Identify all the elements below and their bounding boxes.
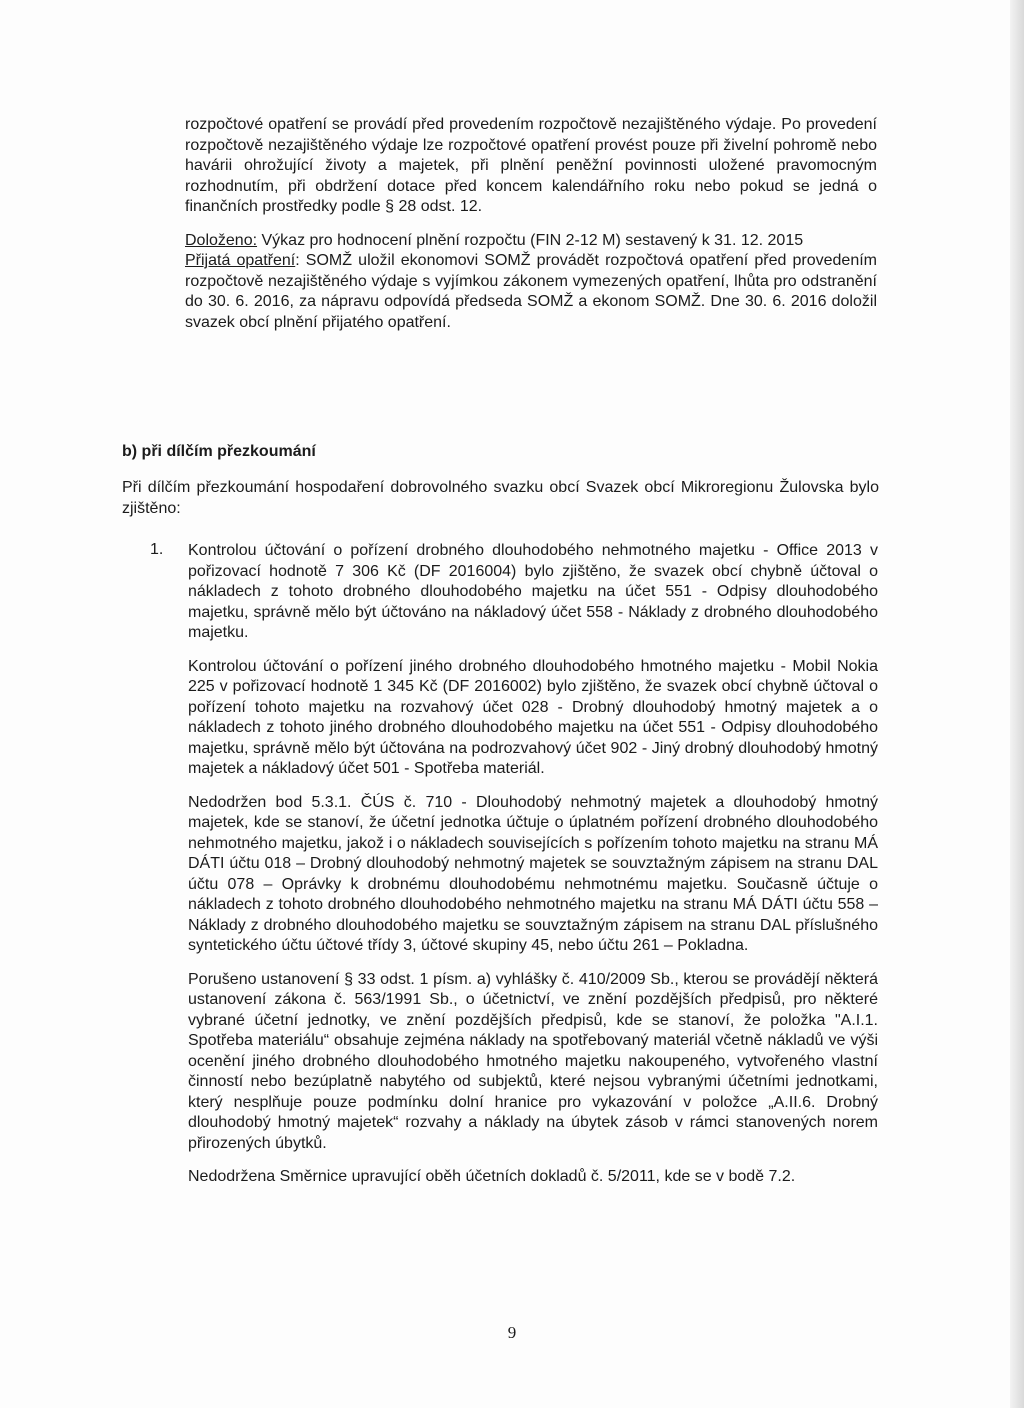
measures-text: : SOMŽ uložil ekonomovi SOMŽ provádět rozpočtová opatření před provedením rozpočtově nezajištěného výdaje s vyjímkou zákonem vymezených opatření, lhůta pro odstranění do 30. 6. 2016, za nápravu odpovídá předseda SOMŽ a ekonom SOMŽ. Dne 30. 6. 2016 doložil svazek obcí plnění přijatého opatření.	[185, 252, 878, 331]
finding-item	[188, 541, 878, 1201]
finding-paragraph: Nedodržen bod 5.3.1. ČÚS č. 710 - Dlouhodobý nehmotný majetek a dlouhodobý hmotný majetek, kde se stanoví, že účetní jednotka účtuje o úplatném pořízení drobného dlouhodobého nehmotného majetku, jakož i o nákladech souvisejících s pořízením tohoto majetku na stranu MÁ DÁTI účtu 018 – Drobný dlouhodobý nehmotný majetek se souvztažným zápisem na stranu DAL účtu 078 – Oprávky k drobnému dlouhodobému nehmotnému majetku. Současně účtuje o nákladech z tohoto drobného dlouhodobého nehmotného majetku na stranu MÁ DÁTI účtu 558 – Náklady z drobného dlouhodobého majetku se souvztažným zápisem na stranu DAL příslušného syntetického účtu účtové třídy 3, účtové skupiny 45, nebo účtu 261 – Pokladna.	[188, 793, 878, 954]
documented-text: Výkaz pro hodnocení plnění rozpočtu (FIN 2-12 M) sestavený k 31. 12. 2015	[257, 231, 804, 249]
documented-label: Doloženo:	[185, 231, 258, 249]
finding-number: 1.	[150, 541, 164, 558]
measures-paragraph	[185, 251, 877, 333]
measures-label: Přijatá opatření	[185, 252, 296, 269]
documented-paragraph	[185, 231, 877, 252]
page-number: 9	[507, 1323, 517, 1342]
finding-paragraph: Porušeno ustanovení § 33 odst. 1 písm. a) vyhlášky č. 410/2009 Sb., kterou se provádějí některá ustanovení zákona č. 563/1991 Sb., o účetnictví, ve znění pozdějších předpisů, pro některé vybrané účetní jednotky, ve znění pozdějších předpisů, kde se stanoví, že položka "A.I.1. Spotřeba materiálu“ obsahuje zejména náklady na spotřebovaný materiál včetně nákladů ve výši ocenění jiného drobného dlouhodobého hmotného majetku nakoupeného, vytvořeného vlastní činností nebo bezúplatně nabytého od subjektů, které nejsou vybranými účetními jednotkami, který nesplňuje pouze podmínku dolní hranice pro vykazování v položce „A.II.6. Drobný dlouhodobý hmotný majetek“ rozvahy a náklady na úbytek zásob v rámci stanovených norem přirozených úbytků.	[188, 970, 878, 1152]
top-text-block	[185, 115, 877, 333]
section-heading: b) při dílčím přezkoumání	[122, 443, 316, 460]
finding-paragraph: Kontrolou účtování o pořízení drobného dlouhodobého nehmotného majetku - Office 2013 v pořizovací hodnotě 7 306 Kč (DF 2016004) bylo zjištěno, že svazek obcí chybně účtoval o nákladech z tohoto drobného dlouhodobého majetku na účet 551 - Odpisy dlouhodobého majetku, správně mělo být účtováno na nákladový účet 558 - Náklady z drobného dlouhodobého majetku.	[188, 542, 878, 641]
page-edge-shadow	[1010, 0, 1024, 1408]
finding-paragraph: Kontrolou účtování o pořízení jiného drobného dlouhodobého hmotného majetku - Mobil Nokia 225 v pořizovací hodnotě 1 345 Kč (DF 2016002) bylo zjištěno, že svazek obcí chybně účtoval o pořízení tohoto majetku na rozvahový účet 028 - Drobný dlouhodobý hmotný majetek a o nákladech z tohoto jiného drobného dlouhodobého majetku na účet 551 - Odpisy dlouhodobého majetku, správně mělo být účtována na podrozvahový účet 902 - Jiný drobný dlouhodobý hmotný majetek a nákladový účet 501 - Spotřeba materiál.	[188, 657, 878, 777]
budget-measure-paragraph: rozpočtové opatření se provádí před provedením rozpočtově nezajištěného výdaje. Po provedení rozpočtově nezajištěného výdaje lze rozpočtové opatření provést pouze při živelní pohromě nebo havárii ohrožující životy a majetek, při plnění peněžní povinnosti uložené pravomocným rozhodnutím, při obdržení dotace před koncem kalendářního roku nebo pokud se jedná o finančních prostředky podle § 28 odst. 12.	[185, 116, 877, 215]
section-intro: Při dílčím přezkoumání hospodaření dobrovolného svazku obcí Svazek obcí Mikroregionu Žulovska bylo zjištěno:	[122, 479, 879, 517]
finding-paragraph: Nedodržena Směrnice upravující oběh účetních dokladů č. 5/2011, kde se v bodě 7.2.	[188, 1168, 796, 1185]
